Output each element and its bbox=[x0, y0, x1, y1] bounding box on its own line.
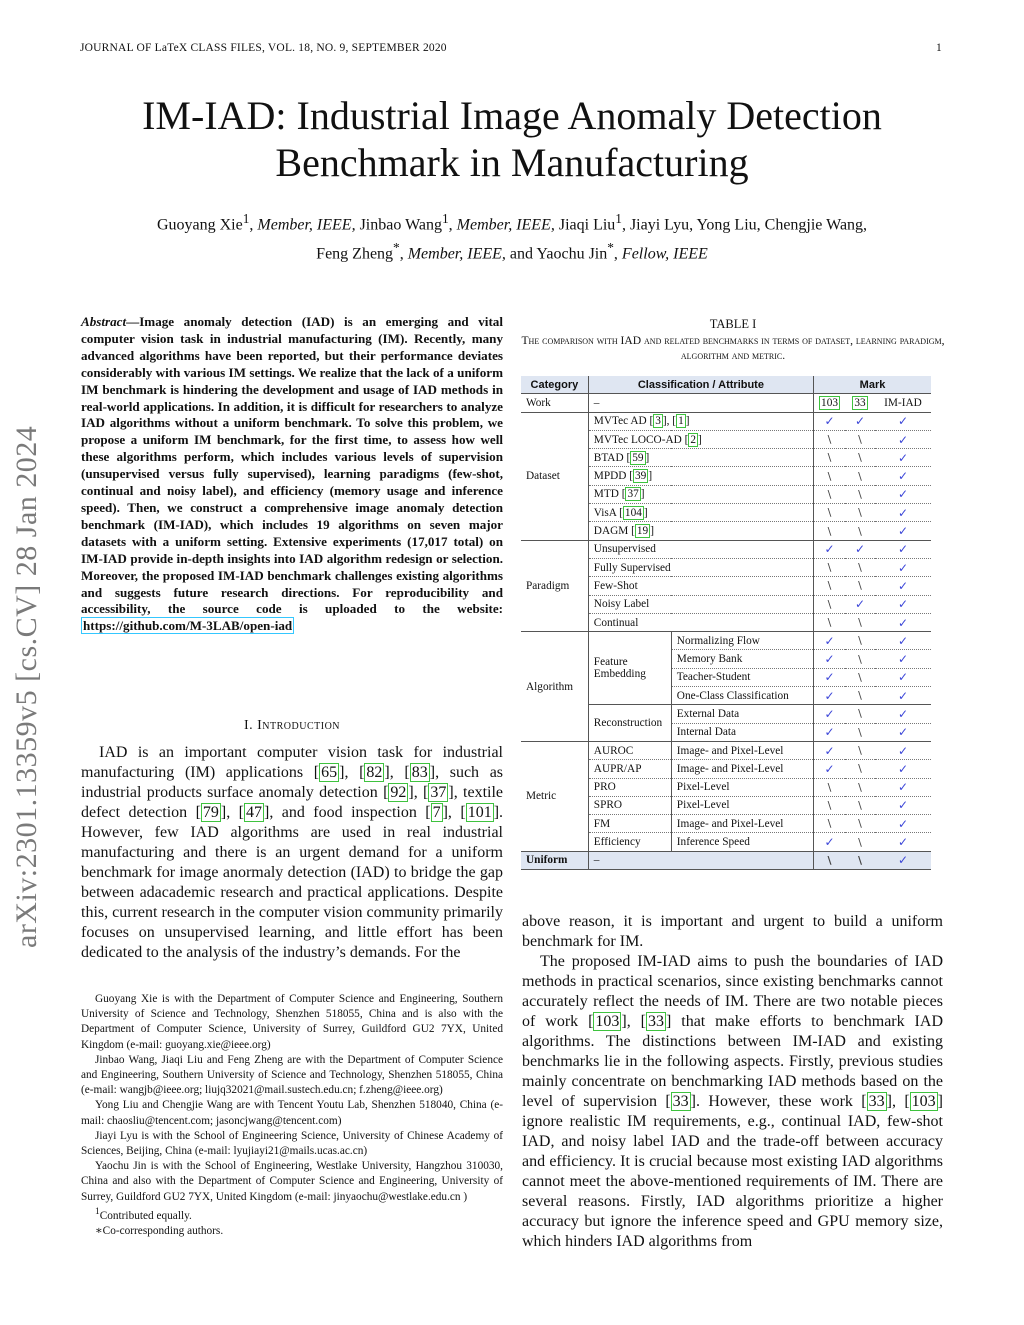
check-icon: ✓ bbox=[897, 798, 909, 813]
text: , such as industrial products surface anomaly detection bbox=[81, 764, 504, 801]
check-icon: ✓ bbox=[897, 578, 909, 593]
none-mark: \ bbox=[858, 579, 862, 593]
cell: SPRO bbox=[588, 796, 671, 814]
check-icon: ✓ bbox=[824, 652, 835, 667]
cell: MTD bbox=[593, 488, 622, 501]
none-mark: \ bbox=[858, 652, 862, 666]
check-icon: ✓ bbox=[897, 505, 909, 520]
running-head: JOURNAL OF LaTeX CLASS FILES, VOL. 18, NO. 9, SEPTEMBER 2020 bbox=[80, 42, 447, 54]
author-sup: 1 bbox=[615, 211, 622, 226]
cell: Pixel-Level bbox=[671, 778, 813, 796]
author-sup: 1 bbox=[242, 211, 250, 226]
cell: AUPR/AP bbox=[588, 760, 671, 778]
citation-link[interactable]: 39 bbox=[635, 470, 647, 483]
text: , textile defect detection bbox=[81, 784, 504, 821]
text: , and food inspection bbox=[269, 804, 426, 821]
citation-link[interactable]: 103 bbox=[911, 1093, 936, 1110]
cell: Image- and Pixel-Level bbox=[671, 815, 813, 833]
check-icon: ✓ bbox=[824, 725, 835, 740]
cell: Pixel-Level bbox=[671, 796, 813, 814]
check-icon: ✓ bbox=[897, 615, 909, 630]
none-mark: \ bbox=[827, 469, 832, 483]
page-number: 1 bbox=[936, 42, 942, 54]
title-line-1: IM-IAD: Industrial Image Anomaly Detection bbox=[142, 93, 882, 138]
none-mark: \ bbox=[858, 798, 862, 812]
citation-link[interactable]: 82 bbox=[366, 764, 383, 781]
check-icon: ✓ bbox=[897, 761, 909, 776]
cell: Image- and Pixel-Level bbox=[671, 741, 813, 759]
none-mark: \ bbox=[827, 451, 832, 465]
cell: FM bbox=[588, 815, 671, 833]
none-mark: \ bbox=[858, 817, 862, 831]
header-category: Category bbox=[521, 376, 588, 394]
none-mark: \ bbox=[858, 744, 862, 758]
text: The proposed IM-IAD aims to push the boundaries of IAD methods in practical scenarios, since existing benchmarks cannot accurately reflect the needs of IM. There are two notable pieces of work bbox=[522, 953, 943, 1030]
footnote: Yaochu Jin is with the School of Engineering, Westlake University, Hangzhou 310030, China and also with the Department of Computer Science and Engineering, University of Surrey, Guildford GU2 7YX, United Kingdom (e-mail: jinyaochu@westlake.edu.cn ) bbox=[81, 1160, 503, 1203]
footnote: Jinbao Wang, Jiaqi Liu and Feng Zheng are with the Department of Computer Science and Engineering, Southern University of Science and Technology, Shenzhen 518055, China (e-mail: wangjb@ieee.org; liujq32021@mail.sustech.edu.cn; f.zheng@ieee.org) bbox=[81, 1053, 503, 1097]
cell: Continual bbox=[588, 613, 813, 631]
citation-link[interactable]: 65 bbox=[321, 764, 338, 781]
none-mark: \ bbox=[858, 634, 862, 648]
citation-link[interactable]: 104 bbox=[624, 506, 642, 519]
citation-link[interactable]: 79 bbox=[202, 804, 219, 821]
check-icon: ✓ bbox=[897, 743, 909, 758]
cell: AUROC bbox=[588, 741, 671, 759]
none-mark: \ bbox=[827, 561, 832, 575]
comparison-table: Category Classification / Attribute Mark Work – 103 33 IM-IAD Dataset MVTec AD [ 3 ], [ 1 ] ✓ ✓ ✓ MVTec LOCO-AD [ 2 ] \ \ ✓ BTAD [ 59 ] \ \ ✓ MPDD [ 39 ] \ \ ✓ MTD [ 37 ] \ \ ✓ VisA [ 104 ] \ \ ✓ DAGM [ 19 ] \ \ ✓ Paradigm Unsupervised ✓ ✓ ✓ Fully Supervised \ \ ✓ Few-Shot \ \ ✓ Noisy Label \ ✓ ✓ Continual \ \ ✓ Algorithm Feature Embedding Normalizing Flow ✓ \ ✓ Memory Bank ✓ \ ✓ Teacher-Student ✓ \ ✓ One-Class Classification ✓ \ ✓ Reconstruction External Data ✓ \ ✓ Internal Data ✓ \ ✓ Metric AUROC Image- and Pixel-Level ✓ \ ✓ AUPR/AP Image- and Pixel-Level ✓ \ ✓ PRO Pixel-Level \ \ ✓ SPRO Pixel-Level \ \ ✓ FM Image- and Pixel-Level \ \ ✓ Efficiency Inference Speed ✓ \ ✓ Uniform – \ \ ✓ bbox=[521, 376, 931, 870]
cell: Unsupervised bbox=[588, 540, 813, 558]
none-mark: \ bbox=[858, 524, 862, 538]
cell: One-Class Classification bbox=[671, 687, 813, 705]
citation-link[interactable]: 103 bbox=[821, 396, 838, 409]
cell: – bbox=[588, 394, 813, 412]
check-icon: ✓ bbox=[897, 725, 909, 740]
footnote: Jiayi Lyu is with the School of Engineering Science, University of Chinese Academy of Sciences, Beijing, China (e-mail: lyujiayi21@mails.ucas.ac.cn) bbox=[81, 1129, 503, 1158]
none-mark: \ bbox=[858, 707, 862, 721]
paper-title bbox=[80, 92, 944, 186]
citation-link[interactable]: 7 bbox=[432, 804, 441, 821]
check-icon: ✓ bbox=[824, 670, 835, 685]
cell: – bbox=[588, 851, 813, 869]
check-icon: ✓ bbox=[897, 853, 909, 868]
code-url-link[interactable]: https://github.com/M-3LAB/open-iad bbox=[83, 618, 293, 634]
cell: MVTec LOCO-AD bbox=[593, 433, 685, 446]
table-label: TABLE I bbox=[709, 317, 757, 331]
citation-link[interactable]: 33 bbox=[868, 1093, 885, 1110]
none-mark: \ bbox=[858, 725, 862, 739]
group-label: Algorithm bbox=[521, 632, 588, 742]
check-icon: ✓ bbox=[824, 743, 835, 758]
citation-link[interactable]: 92 bbox=[390, 784, 407, 801]
title-line-2: Benchmark in Manufacturing bbox=[275, 140, 749, 185]
citation-link[interactable]: 33 bbox=[854, 396, 866, 409]
none-mark: \ bbox=[858, 487, 862, 501]
author-title: Member, IEEE, bbox=[257, 216, 356, 234]
author-title: Member, IEEE, bbox=[456, 216, 555, 234]
citation-link[interactable]: 33 bbox=[672, 1093, 689, 1110]
row-label: Work bbox=[521, 394, 588, 412]
check-icon: ✓ bbox=[897, 469, 909, 484]
none-mark: \ bbox=[827, 433, 832, 447]
cell: IM-IAD bbox=[875, 394, 931, 412]
footnote bbox=[81, 1205, 503, 1224]
none-mark: \ bbox=[858, 506, 862, 520]
none-mark: \ bbox=[827, 597, 832, 611]
cell: Memory Bank bbox=[671, 650, 813, 668]
check-icon: ✓ bbox=[897, 688, 909, 703]
check-icon: ✓ bbox=[824, 706, 835, 721]
footnote: Yong Liu and Chengjie Wang are with Tencent Youtu Lab, Shenzhen 518040, China (e-mail: chaosliu@tencent.com; jasoncjwang@tencent.com) bbox=[81, 1099, 503, 1127]
intro-paragraph: IAD is an important computer vision task for industrial manufacturing (IM) applications [ 65 ], [ 82 ], [ 83 ], such as industrial products surface anomaly detection [ 92 ], [ 37 ], textile defect detection [ 79 ], [ 47 ], and food inspection [ 7 ], [ 101 ]. However, few IAD algorithms are used in real industrial manufacturing and there is an urgent demand for a uniform benchmark for image anormaly detection (IAD) to bridge the gap between adacademic research and practical applications. Despite this, current research in the computer vision community primarily focuses on unsupervised learning, and little effort has been dedicated to the analysis of the industry’s demands. For the bbox=[81, 744, 504, 961]
cell: MPDD bbox=[593, 470, 630, 483]
citation-link[interactable]: 37 bbox=[430, 784, 447, 801]
section-heading bbox=[81, 718, 503, 734]
check-icon: ✓ bbox=[824, 688, 835, 703]
none-mark: \ bbox=[827, 817, 832, 831]
check-icon: ✓ bbox=[897, 597, 909, 612]
cell: BTAD bbox=[593, 451, 627, 464]
cell: Internal Data bbox=[671, 723, 813, 741]
citation-link[interactable]: 19 bbox=[636, 525, 649, 538]
abstract bbox=[81, 314, 503, 635]
check-icon: ✓ bbox=[897, 633, 909, 648]
cell: DAGM bbox=[593, 525, 632, 538]
check-icon: ✓ bbox=[897, 450, 909, 465]
none-mark: \ bbox=[827, 487, 832, 501]
section-number: I. bbox=[243, 718, 254, 733]
citation-link[interactable]: 47 bbox=[246, 804, 263, 821]
cell: PRO bbox=[588, 778, 671, 796]
cell: Teacher-Student bbox=[671, 668, 813, 686]
check-icon: ✓ bbox=[824, 414, 835, 429]
paragraph: The proposed IM-IAD aims to push the boundaries of IAD methods in practical scenarios, since existing benchmarks cannot accurately reflect the needs of IM. There are two notable pieces of work [ 103 ], [ 33 ] that make efforts to benchmark IAD algorithms. The distinctions between IM-IAD and existing benchmarks lie in the following aspects. Firstly, previous studies mainly concentrate on benchmarking IAD methods based on the level of supervision [ 33 ]. However, these work [ 33 ], [ 103 ] ignore realistic IM requirements, e.g., continual IAD, few-shot IAD, and noisy label IAD and the trade-off between accuracy and efficiency. It is crucial because most existing IAD algorithms cannot meet the above-mentioned requirements of IM. There are several reasons. Firstly, IAD algorithms prioritize a higher accuracy but ignore the inference speed and GPU memory size, which hinders IAD algorithms from bbox=[522, 953, 943, 1250]
check-icon: ✓ bbox=[897, 542, 909, 557]
none-mark: \ bbox=[827, 780, 832, 794]
author-name: Jiaqi Liu bbox=[558, 216, 616, 234]
group-label: Metric bbox=[521, 741, 588, 851]
cell: VisA bbox=[593, 506, 620, 519]
author-name: and Yaochu Jin bbox=[509, 245, 608, 263]
author-name: Feng Zheng bbox=[316, 245, 394, 263]
check-icon: ✓ bbox=[897, 816, 909, 831]
none-mark: \ bbox=[858, 762, 862, 776]
citation-link[interactable]: 33 bbox=[648, 1013, 664, 1030]
cell: MVTec AD bbox=[593, 415, 650, 428]
none-mark: \ bbox=[858, 451, 862, 465]
author-title: Fellow, IEEE bbox=[621, 245, 708, 263]
author-name: Jinbao Wang bbox=[359, 216, 442, 234]
subgroup-label: Feature Embedding bbox=[588, 632, 671, 705]
check-icon: ✓ bbox=[854, 597, 866, 612]
none-mark: \ bbox=[827, 798, 832, 812]
none-mark: \ bbox=[858, 616, 862, 629]
check-icon: ✓ bbox=[897, 670, 909, 685]
check-icon: ✓ bbox=[824, 761, 835, 776]
check-icon: ✓ bbox=[897, 652, 909, 667]
citation-link[interactable]: 2 bbox=[690, 433, 697, 446]
check-icon: ✓ bbox=[897, 835, 909, 850]
check-icon: ✓ bbox=[897, 414, 909, 429]
cell: Noisy Label bbox=[588, 595, 813, 613]
group-label: Dataset bbox=[521, 412, 588, 540]
citation-link[interactable]: 103 bbox=[595, 1013, 620, 1030]
none-mark: \ bbox=[827, 524, 832, 538]
text: ignore realistic IM requirements, e.g., continual IAD, few-shot IAD, and noisy label IAD and the trade-off between accuracy and efficiency. It is crucial because most existing IAD algorithms cannot meet the above-mentioned requirements of IM. There are several reasons. Firstly, IAD algorithms prioritize a higher accuracy but ignore the inference speed and GPU memory size, which hinders IAD algorithms from bbox=[522, 1113, 943, 1250]
check-icon: ✓ bbox=[824, 542, 835, 557]
cell: Efficiency bbox=[588, 833, 671, 851]
text: . However, these work bbox=[696, 1093, 862, 1110]
section-title: Introduction bbox=[257, 718, 341, 733]
author-sup: * bbox=[393, 240, 400, 256]
text: IAD is an important computer vision task for industrial manufacturing (IM) applications bbox=[81, 744, 503, 781]
check-icon: ✓ bbox=[897, 432, 909, 447]
none-mark: \ bbox=[858, 670, 862, 684]
footnotes bbox=[81, 992, 503, 1239]
check-icon: ✓ bbox=[854, 414, 866, 429]
none-mark: \ bbox=[858, 433, 862, 447]
check-icon: ✓ bbox=[897, 706, 909, 721]
arxiv-stamp: arXiv:2301.13359v5 [cs.CV] 28 Jan 2024 bbox=[10, 425, 43, 948]
abstract-body: —Image anomaly detection (IAD) is an emerging and vital computer vision task in industrial manufacturing (IM). Recently, many advanced algorithms have been reported, but their performance deviates considerably with various IM settings. We realize that the lack of a uniform IM benchmark is hindering the development and usage of IAD methods in real-world applications. In addition, it is difficult for researchers to analyze IAD algorithms without a uniform benchmark. To solve this problem, we propose a uniform IM benchmark, for the first time, to assess how well these algorithms perform, which includes various levels of supervision (unsupervised versus fully supervised), learning paradigms (few-shot, continual and noisy label), and efficiency (memory usage and inference speed). Then, we construct a comprehensive image anomaly detection benchmark (IM-IAD), which includes 19 algorithms on seven major datasets with a uniform setting. Extensive experiments (17,017 total) on IM-IAD provide in-depth insights into IAD algorithm redesign or selection. Moreover, the proposed IM-IAD benchmark challenges existing algorithms and suggests future research directions. For reproducibility and accessibility, the source code is uploaded to the website: bbox=[81, 314, 503, 617]
author-name: Guoyang Xie bbox=[156, 216, 243, 234]
footnote: Guoyang Xie is with the Department of Computer Science and Engineering, Southern University of Science and Technology, Shenzhen 518055, China and is also with the Department of Computer Science, University of Surrey, Guildford GU2 7YX, United Kingdom (e-mail: guoyang.xie@ieee.org) bbox=[81, 993, 503, 1051]
author-name: , Jiayi Lyu, Yong Liu, Chengjie Wang, bbox=[621, 216, 868, 234]
footnote-text: Contributed equally. bbox=[99, 1209, 192, 1222]
none-mark: \ bbox=[858, 469, 862, 483]
citation-link[interactable]: 1 bbox=[678, 415, 684, 428]
citation-link[interactable]: 37 bbox=[627, 488, 639, 501]
check-icon: ✓ bbox=[897, 524, 909, 539]
footnote-sup: 1 bbox=[95, 1206, 100, 1217]
author-title: Member, IEEE, bbox=[407, 245, 506, 263]
table-caption: The comparison with IAD and related benchmarks in terms of dataset, learning paradigm, algorithm and metric. bbox=[521, 334, 945, 362]
footnote: ∗Co-corresponding authors. bbox=[95, 1224, 224, 1237]
none-mark: \ bbox=[858, 835, 862, 849]
none-mark: \ bbox=[857, 853, 863, 867]
right-column-text bbox=[522, 912, 943, 1252]
check-icon: ✓ bbox=[897, 487, 909, 502]
cell: External Data bbox=[671, 705, 813, 723]
check-icon: ✓ bbox=[824, 633, 835, 648]
none-mark: \ bbox=[858, 689, 862, 703]
citation-link[interactable]: 3 bbox=[655, 415, 661, 428]
header-classification: Classification / Attribute bbox=[588, 376, 813, 394]
none-mark: \ bbox=[858, 561, 862, 575]
citation-link[interactable]: 59 bbox=[632, 451, 644, 464]
subgroup-label: Reconstruction bbox=[588, 705, 671, 742]
cell: Fully Supervised bbox=[588, 558, 813, 576]
cell: Normalizing Flow bbox=[671, 632, 813, 650]
none-mark: \ bbox=[827, 579, 832, 593]
citation-link[interactable]: 83 bbox=[411, 764, 428, 781]
text: that make efforts to benchmark IAD algorithms. The distinctions between IM-IAD and existing benchmarks lie in the following aspects. Firstly, previous studies mainly concentrate on benchmarking IAD methods based on the level of supervision bbox=[522, 1013, 943, 1110]
cell: Inference Speed bbox=[671, 833, 813, 851]
header-mark: Mark bbox=[814, 376, 931, 394]
none-mark: \ bbox=[858, 780, 862, 794]
paragraph: above reason, it is important and urgent to build a uniform benchmark for IM. bbox=[522, 913, 943, 950]
row-label: Uniform bbox=[521, 851, 588, 869]
text: . However, few IAD algorithms are used in real industrial manufacturing and there is an urgent demand for a uniform benchmark for image anormaly detection (IAD) to bridge the gap between adacademic research and practical applications. Despite this, current research in the computer vision community primarily focuses on unsupervised learning, and little effort has been dedicated to the analysis of the industry’s demands. For the bbox=[81, 804, 504, 961]
author-sup: 1 bbox=[441, 211, 449, 226]
cell: Image- and Pixel-Level bbox=[671, 760, 813, 778]
check-icon: ✓ bbox=[824, 835, 835, 850]
author-list: Guoyang Xie$^1$, Member, IEEE, Jinbao Wang$^1$, Member, IEEE, Jiaqi Liu$^1$, Jiayi Lyu, Yong Liu, Chengjie Wang, Feng Zheng*, Member, IEEE, and Yaochu Jin*, Fellow, IEEE bbox=[156, 211, 868, 263]
author-sup: * bbox=[607, 240, 614, 256]
citation-link[interactable]: 101 bbox=[467, 804, 492, 821]
none-mark: \ bbox=[827, 616, 832, 629]
none-mark: \ bbox=[827, 853, 832, 867]
none-mark: \ bbox=[827, 506, 832, 520]
abstract-lead: Abstract bbox=[81, 314, 127, 329]
group-label: Paradigm bbox=[521, 540, 588, 631]
check-icon: ✓ bbox=[897, 560, 909, 575]
cell: Few-Shot bbox=[588, 577, 813, 595]
check-icon: ✓ bbox=[897, 780, 909, 795]
check-icon: ✓ bbox=[854, 542, 866, 557]
